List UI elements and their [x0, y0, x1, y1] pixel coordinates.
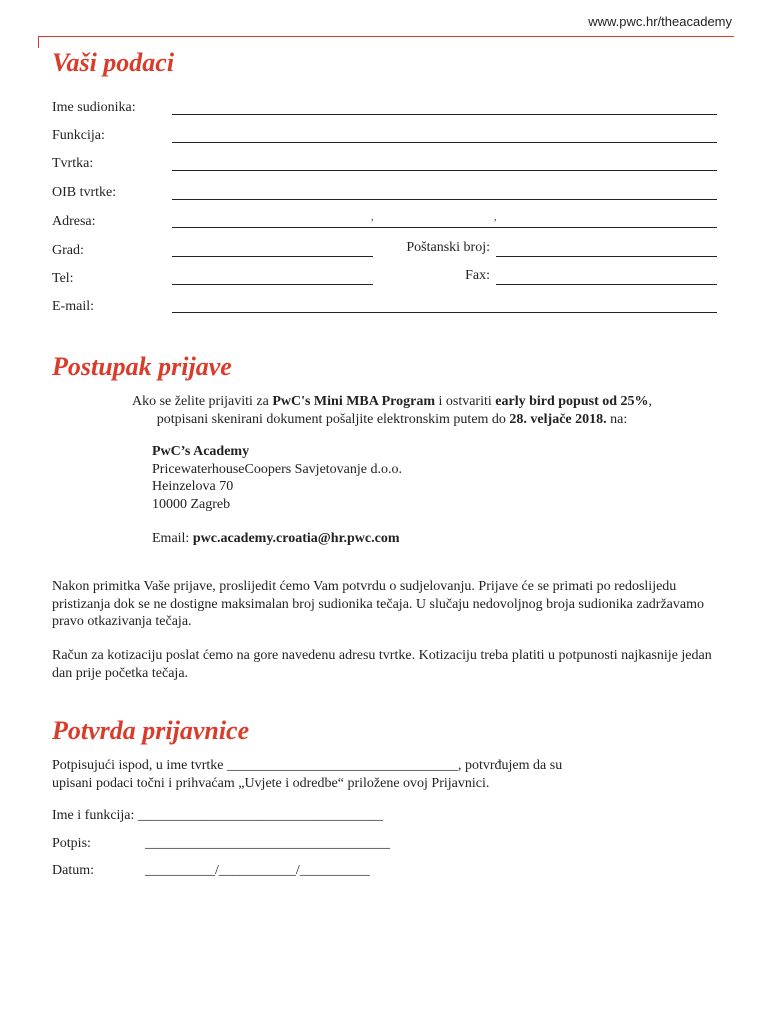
company-field[interactable]	[172, 170, 717, 171]
address-street: Heinzelova 70	[152, 479, 234, 494]
website-url: www.pwc.hr/theacademy	[588, 14, 732, 29]
discount-text: early bird popust od 25%	[495, 394, 649, 409]
name-label: Ime sudionika:	[52, 100, 136, 115]
fax-field[interactable]	[496, 284, 717, 285]
tel-field[interactable]	[172, 284, 373, 285]
company-label: Tvrtka:	[52, 156, 94, 171]
program-name: PwC's Mini MBA Program	[272, 394, 435, 409]
name-field[interactable]	[172, 114, 717, 115]
oib-label: OIB tvrtke:	[52, 185, 117, 200]
date-label: Datum:	[52, 863, 94, 878]
section-title-procedure: Postupak prijave	[52, 352, 232, 381]
signature-line[interactable]: ___________________________________	[145, 836, 390, 851]
email-label: E-mail:	[52, 299, 94, 314]
postal-field[interactable]	[496, 256, 717, 257]
address-divider: ,	[371, 212, 374, 223]
fax-label: Fax:	[465, 268, 490, 283]
intro-text: ,	[648, 394, 653, 409]
city-field[interactable]	[172, 256, 373, 257]
name-role-line[interactable]: Ime i funkcija: ___________________________________	[52, 808, 383, 823]
city-label: Grad:	[52, 243, 84, 258]
confirmation-line-2: upisani podaci točni i prihvaćam „Uvjete i odredbe“ priložene ovoj Prijavnici.	[52, 775, 490, 791]
intro-text: potpisani skenirani dokument pošaljite elektronskim putem do	[156, 411, 510, 427]
signature-label: Potpis:	[52, 836, 91, 851]
oib-field[interactable]	[172, 199, 717, 200]
email-field[interactable]	[172, 312, 717, 313]
address-field[interactable]	[172, 227, 717, 228]
confirmation-text	[52, 757, 742, 792]
address-label: Adresa:	[52, 214, 96, 229]
section-title-details: Vaši podaci	[52, 48, 175, 77]
procedure-intro	[52, 393, 732, 428]
confirmation-line-1: Potpisujući ispod, u ime tvrtke _________________________________, potvrđujem da su	[52, 758, 563, 773]
address-divider: ,	[494, 212, 497, 223]
role-label: Funkcija:	[52, 128, 105, 143]
intro-text: i ostvariti	[434, 394, 496, 409]
email-link[interactable]: pwc.academy.croatia@hr.pwc.com	[192, 531, 400, 546]
intro-text: na:	[606, 411, 628, 427]
academy-email	[152, 530, 672, 548]
address-name: PwC’s Academy	[152, 444, 250, 459]
date-line[interactable]: __________/___________/__________	[145, 863, 370, 878]
deadline-date: 28. veljače 2018.	[509, 411, 607, 427]
address-city: 10000 Zagreb	[152, 496, 231, 512]
postal-label: Poštanski broj:	[406, 240, 490, 255]
tel-label: Tel:	[52, 271, 74, 286]
intro-text: Ako se želite prijaviti za	[131, 394, 273, 409]
role-field[interactable]	[172, 142, 717, 143]
academy-address	[152, 443, 652, 513]
section-title-confirmation: Potvrda prijavnice	[52, 716, 250, 745]
header-bracket	[38, 36, 734, 48]
procedure-note-1: Nakon primitka Vaše prijave, proslijedit ćemo Vam potvrdu o sudjelovanju. Prijave će se primati po redoslijedu pristizanja dok se ne dostigne maksimalan broj sudionika tečaja. U slučaju nedovoljnog broja sudionika zadržavamo pravo otkazivanja tečaja.	[52, 579, 704, 629]
procedure-note-2: Račun za kotizaciju poslat ćemo na gore navedenu adresu tvrtke. Kotizaciju treba platiti u potpunosti najkasnije jedan dan prije početka tečaja.	[52, 648, 712, 681]
email-prefix: Email:	[152, 531, 193, 546]
address-company: PricewaterhouseCoopers Savjetovanje d.o.o.	[152, 461, 402, 477]
